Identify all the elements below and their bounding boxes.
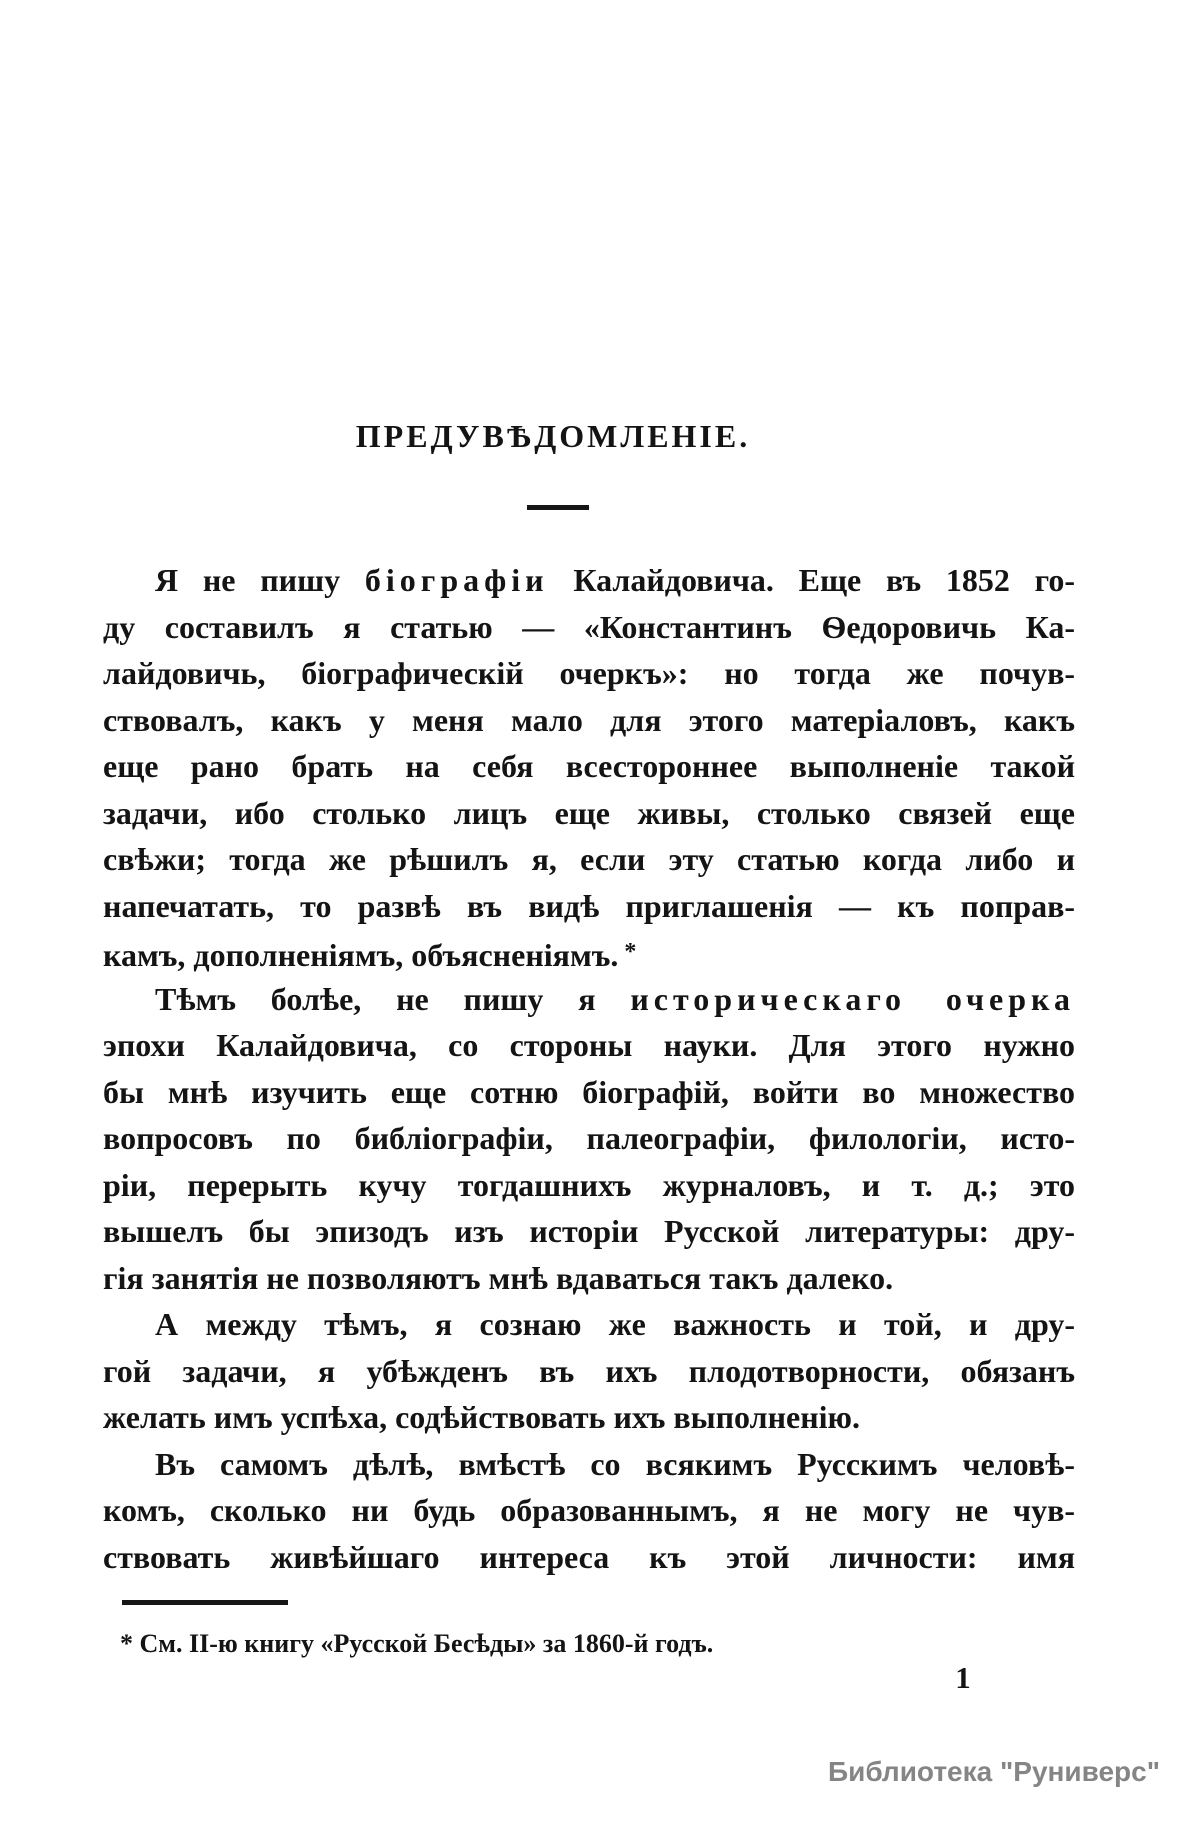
text-line: бы мнѣ изучить еще сотню біографій, войти во множество [103, 1073, 1075, 1110]
text-line: Я не пишу біографіи Калайдовича. Еще въ 1852 го- [155, 562, 1075, 598]
text-line: вопросовъ по библіографіи, палеографіи, филологіи, исто- [103, 1120, 1075, 1156]
text-line: камъ, дополненіямъ, объясненіямъ. * [103, 937, 637, 973]
library-watermark: Библиотека "Руниверс" [828, 1756, 1161, 1787]
text-line: Въ самомъ дѣлѣ, вмѣстѣ со всякимъ Русскимъ человѣ- [155, 1445, 1075, 1482]
text-line: Тѣмъ болѣе, не пишу я историческаго очерка [155, 980, 1075, 1017]
body-text [103, 557, 1075, 1580]
text-line: эпохи Калайдовича, со стороны науки. Для этого нужно [103, 1027, 1075, 1063]
page-title: ПРЕДУВѢДОМЛЕНІЕ. [355, 418, 751, 454]
text-line: желать имъ успѣха, содѣйствовать ихъ выполненію. [103, 1399, 860, 1435]
text-line: ду составилъ я статью — «Константинъ Ѳедоровичь Ка- [103, 608, 1075, 645]
page-number: 1 [955, 1660, 971, 1695]
text-line: гой задачи, я убѣжденъ въ ихъ плодотворности, обязанъ [103, 1352, 1075, 1389]
text-line: комъ, сколько ни будь образованнымъ, я не могу не чув- [103, 1492, 1075, 1528]
text-line: напечатать, то развѣ въ видѣ приглашенія — къ поправ- [103, 887, 1075, 924]
text-line: гія занятія не позволяютъ мнѣ вдаваться такъ далеко. [103, 1259, 894, 1296]
text-line: свѣжи; тогда же рѣшилъ я, если эту статью когда либо и [103, 841, 1075, 877]
text-line: задачи, ибо столько лицъ еще живы, столько связей еще [103, 794, 1075, 831]
text-line: лайдовичь, біографическій очеркъ»: но тогда же почув- [103, 655, 1075, 691]
text-line: ствовать живѣйшаго интереса къ этой личности: имя [103, 1538, 1075, 1575]
text-line: ствовалъ, какъ у меня мало для этого матеріаловъ, какъ [103, 701, 1075, 738]
footnote: * См. ІІ-ю книгу «Русской Бесѣды» за 1860-й годъ. [120, 1629, 714, 1658]
text-line: А между тѣмъ, я сознаю же важность и той, и дру- [155, 1306, 1075, 1342]
footnote-divider-rule [122, 1600, 288, 1605]
text-line: еще рано брать на себя всестороннее выполненіе такой [103, 748, 1075, 784]
text-line: ріи, перерыть кучу тогдашнихъ журналовъ, и т. д.; это [103, 1166, 1075, 1203]
text-line: вышелъ бы эпизодъ изъ исторіи Русской литературы: дру- [103, 1213, 1075, 1249]
title-divider-rule [527, 505, 589, 510]
